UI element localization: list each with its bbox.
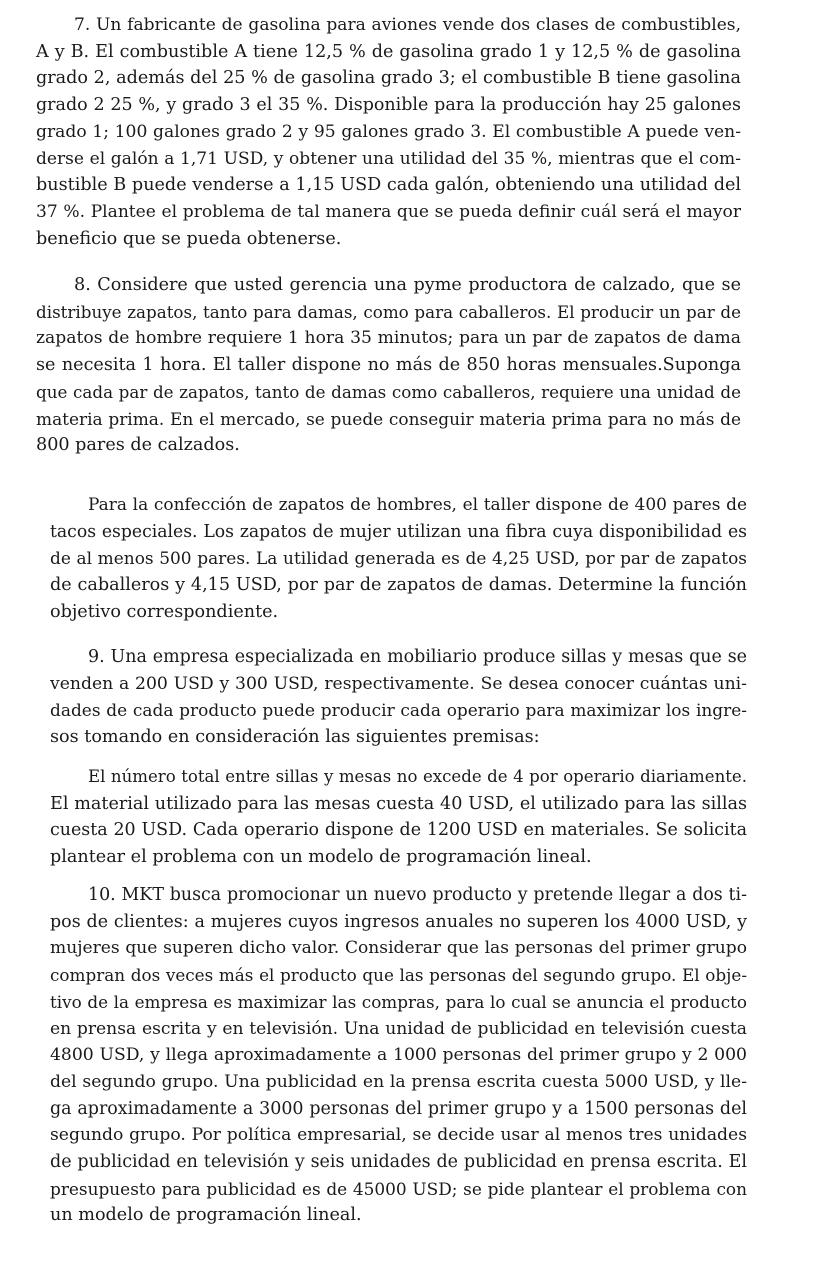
text-line: presupuesto para publicidad es de 45000 USD; se pide plantear el problema con [50,1178,747,1199]
text-line: 8. Considere que usted gerencia una pyme productora de calzado, que se [74,275,741,295]
text-line: mujeres que superen dicho valor. Considerar que las personas del primer grupo [50,938,747,959]
text-line: 7. Un fabricante de gasolina para aviones vende dos clases de combustibles, [74,15,741,35]
text-line: objetivo correspondiente. [50,601,279,622]
text-line: Para la confección de zapatos de hombres, el taller dispone de 400 pares de [88,495,747,515]
problem-8-paragraph [36,272,741,459]
text-line: zapatos de hombre requiere 1 hora 35 minutos; para un par de zapatos de dama [36,328,741,349]
text-line: en prensa escrita y en televisión. Una unidad de publicidad en televisión cuesta [50,1018,747,1039]
problem-9-premises-paragraph [50,764,747,871]
text-line: segundo grupo. Por política empresarial, se decide usar al menos tres unidades [50,1125,747,1146]
text-line: sos tomando en consideración las siguientes premisas: [50,727,540,748]
text-line: de caballeros y 4,15 USD, por par de zapatos de damas. Determine la función [50,575,747,596]
text-line: 10. MKT busca promocionar un nuevo producto y pretende llegar a dos ti- [88,885,747,905]
text-line: un modelo de programación lineal. [50,1205,362,1226]
text-line: 4800 USD, y llega aproximadamente a 1000 personas del primer grupo y 2 000 [50,1045,747,1066]
text-line: 37 %. Plantee el problema de tal manera que se pueda definir cuál será el mayor [36,201,741,222]
text-line: dades de cada producto puede producir cada operario para maximizar los ingre- [50,700,747,721]
text-line: del segundo grupo. Una publicidad en la prensa escrita cuesta 5000 USD, y lle- [50,1071,747,1092]
text-line: beneficio que se pueda obtenerse. [36,228,342,249]
problem-7-paragraph [36,12,741,252]
text-line: plantear el problema con un modelo de programación lineal. [50,847,592,868]
text-line: bustible B puede venderse a 1,15 USD cada galón, obteniendo una utilidad del [36,175,741,196]
text-line: de publicidad en televisión y seis unidades de publicidad en prensa escrita. El [50,1152,747,1173]
text-line: se necesita 1 hora. El taller dispone no más de 850 horas mensuales.Suponga [36,355,741,376]
problem-8-continuation-paragraph [50,492,747,626]
text-line: El número total entre sillas y mesas no excede de 4 por operario diariamente. [88,767,747,786]
text-line: cuesta 20 USD. Cada operario dispone de 1200 USD en materiales. Se solicita [50,820,747,841]
text-line: A y B. El combustible A tiene 12,5 % de gasolina grado 1 y 12,5 % de gasolina [36,41,741,62]
text-line: El material utilizado para las mesas cuesta 40 USD, el utilizado para las sillas [50,793,747,814]
text-line: pos de clientes: a mujeres cuyos ingresos anuales no superen los 4000 USD, y [50,911,747,932]
text-line: ga aproximadamente a 3000 personas del primer grupo y a 1500 personas del [50,1098,747,1119]
text-line: grado 1; 100 galones grado 2 y 95 galones grado 3. El combustible A puede ven- [36,121,741,142]
text-line: grado 2, además del 25 % de gasolina grado 3; el combustible B tiene gasolina [36,68,741,89]
text-line: tacos especiales. Los zapatos de mujer utilizan una fibra cuya disponibilidad es [50,521,747,542]
text-line: materia prima. En el mercado, se puede conseguir materia prima para no más de [36,408,741,429]
text-line: venden a 200 USD y 300 USD, respectivamente. Se desea conocer cuántas uni- [50,673,747,694]
problem-9-paragraph [50,644,747,751]
text-line: 800 pares de calzados. [36,435,240,456]
text-line: de al menos 500 pares. La utilidad generada es de 4,25 USD, por par de zapatos [50,548,747,569]
text-line: 9. Una empresa especializada en mobiliario produce sillas y mesas que se [88,647,747,667]
text-line: grado 2 25 %, y grado 3 el 35 %. Disponible para la producción hay 25 galones [36,95,741,116]
problem-10-paragraph [50,882,747,1229]
text-line: distribuye zapatos, tanto para damas, como para caballeros. El producir un par de [36,301,741,322]
text-line: compran dos veces más el producto que las personas del segundo grupo. El obje- [50,965,747,986]
text-line: que cada par de zapatos, tanto de damas como caballeros, requiere una unidad de [36,381,741,402]
text-line: derse el galón a 1,71 USD, y obtener una utilidad del 35 %, mientras que el com- [36,148,741,169]
text-line: tivo de la empresa es maximizar las compras, para lo cual se anuncia el producto [50,991,747,1012]
